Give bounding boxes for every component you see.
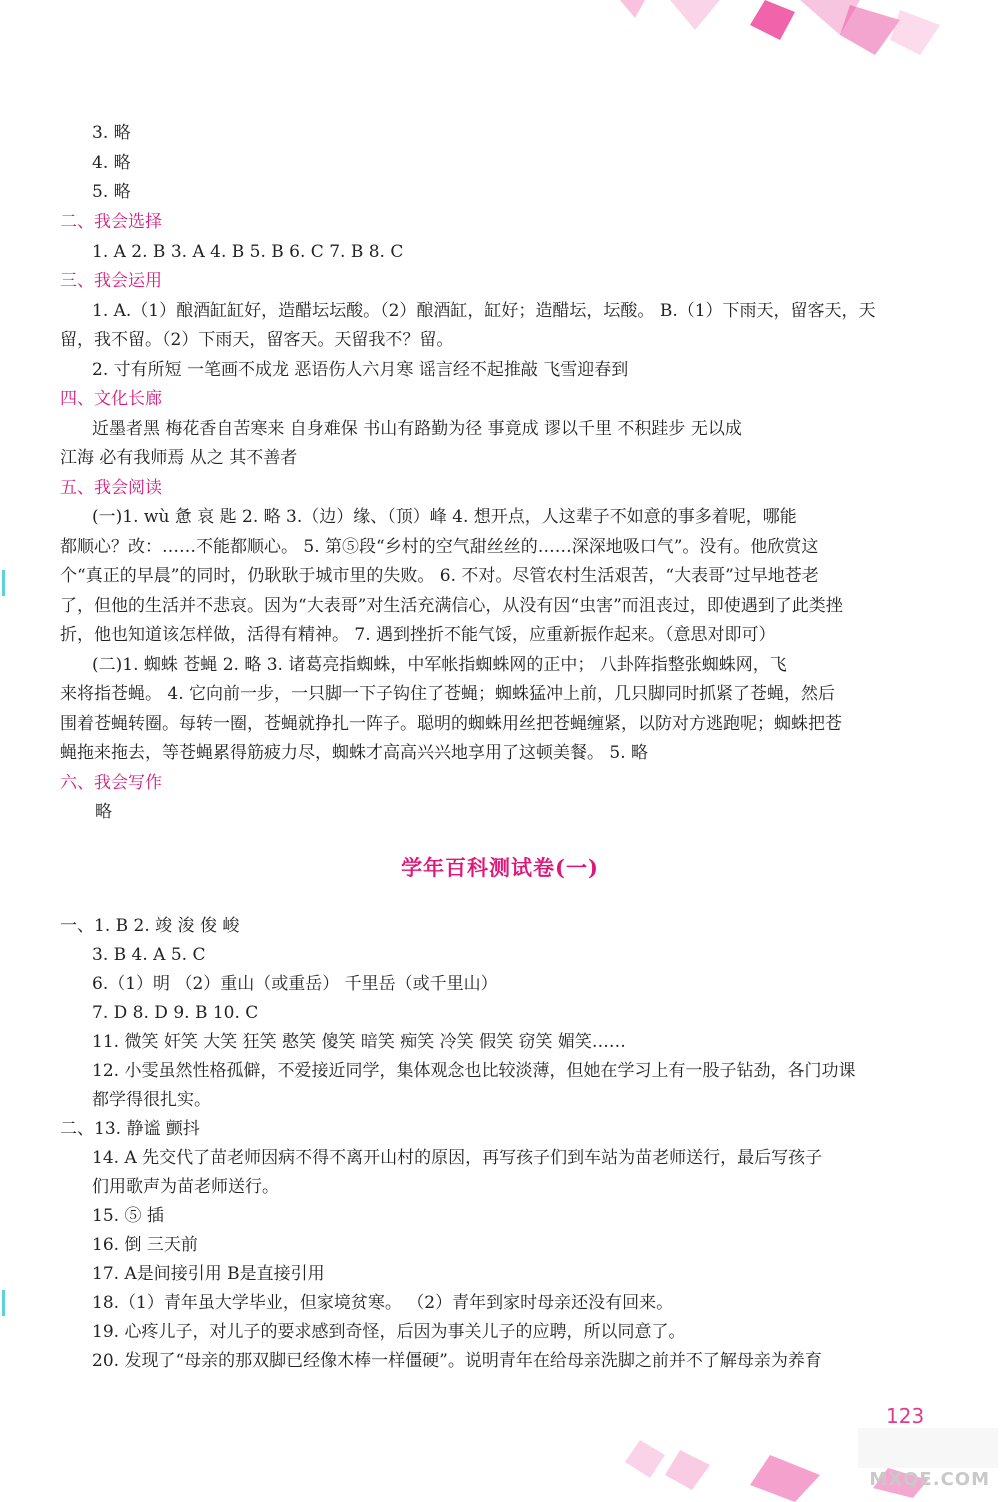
answer-line: 近墨者黑 梅花香自苦寒来 自身难保 书山有路勤为径 事竟成 谬以千里 不积跬步 无以成 — [92, 419, 742, 439]
answer-line: 3. 略 — [92, 123, 131, 143]
answer-line: 15. ⑤ 插 — [92, 1206, 164, 1226]
watermark — [858, 1418, 998, 1498]
answer-line: 折，他也知道该怎样做，活得有精神。 7. 遇到挫折不能气馁，应重新振作起来。（意思对即可） — [60, 625, 776, 645]
answer-line: 2. 寸有所短 一笔画不成龙 恶语伤人六月寒 谣言经不起推敲 飞雪迎春到 — [92, 360, 629, 380]
answer-line: 14. A 先交代了苗老师因病不得不离开山村的原因，再写孩子们到车站为苗老师送行，最后写孩子 — [92, 1148, 823, 1168]
answer-line: 围着苍蝇转圈。每转一圈，苍蝇就挣扎一阵子。聪明的蜘蛛用丝把苍蝇缠紧，以防对方逃跑呢；蜘蛛把苍 — [60, 714, 842, 734]
answer-line: 4. 略 — [92, 153, 131, 173]
answer-line: 5. 略 — [92, 182, 131, 202]
decorative-diamonds-bottom — [620, 1430, 860, 1502]
watermark-text: MXQE.COM — [869, 1469, 990, 1490]
answer-line: (一)1. wù 惫 哀 匙 2. 略 3.（边）缘、（顶）峰 4. 想开点，人这辈子不如意的事多着呢，哪能 — [92, 507, 797, 527]
section-title: 学年百科测试卷(一) — [401, 855, 599, 880]
answer-line: 3. B 4. A 5. C — [92, 945, 206, 965]
answer-line: 江海 必有我师焉 从之 其不善者 — [60, 448, 298, 468]
answer-line: 19. 心疼儿子，对儿子的要求感到奇怪，后因为事关儿子的应聘，所以同意了。 — [92, 1322, 686, 1342]
answer-line: 来将指苍蝇。 4. 它向前一步，一只脚一下子钩住了苍蝇；蜘蛛猛冲上前，几只脚同时抓紧了苍蝇，然后 — [60, 684, 836, 704]
answer-line: 了，但他的生活并不悲哀。因为“大表哥”对生活充满信心，从没有因“虫害”而沮丧过，即使遇到了此类挫 — [60, 596, 843, 616]
section-heading: 四、文化长廊 — [60, 389, 162, 409]
section-heading: 三、我会运用 — [60, 271, 162, 291]
answer-line: 16. 倒 三天前 — [92, 1235, 198, 1255]
page-number: 123 — [886, 1404, 925, 1428]
answer-line: 7. D 8. D 9. B 10. C — [92, 1003, 259, 1023]
section-heading: 二、我会选择 — [60, 212, 162, 232]
answer-line: 都学得很扎实。 — [92, 1090, 211, 1110]
answer-line: 1. A.（1）酿酒缸缸好，造醋坛坛酸。（2）酿酒缸，缸好；造醋坛，坛酸。 B.（1）下雨天，留客天，天 — [92, 301, 876, 321]
answer-line: 个“真正的早晨”的同时，仍耿耿于城市里的失败。 6. 不对。尽管农村生活艰苦，“大表哥”过早地苍老 — [60, 566, 819, 586]
section-heading: 六、我会写作 — [60, 773, 162, 793]
answer-line: 们用歌声为苗老师送行。 — [92, 1177, 279, 1197]
answer-line: 18.（1）青年虽大学毕业，但家境贫寒。 （2）青年到家时母亲还没有回来。 — [92, 1293, 674, 1313]
decorative-diamonds-top — [600, 0, 1000, 60]
section-heading: 五、我会阅读 — [60, 478, 162, 498]
answer-line: 略 — [95, 802, 112, 822]
answer-line: (二)1. 蜘蛛 苍蝇 2. 略 3. 诸葛亮指蜘蛛，中军帐指蜘蛛网的正中； 八卦阵指整张蜘蛛网，飞 — [92, 655, 787, 675]
answer-line: 二、13. 静谧 颤抖 — [60, 1119, 200, 1139]
answer-line: 17. A是间接引用 B是直接引用 — [92, 1264, 325, 1284]
answer-line: 11. 微笑 奸笑 大笑 狂笑 憨笑 傻笑 暗笑 痴笑 冷笑 假笑 窃笑 媚笑…… — [92, 1032, 626, 1052]
answer-line: 留，我不留。（2）下雨天，留客天。天留我不？留。 — [60, 330, 454, 350]
answer-line: 6.（1）明 （2）重山（或重岳） 千里岳（或千里山） — [92, 974, 498, 994]
answer-line: 1. A 2. B 3. A 4. B 5. B 6. C 7. B 8. C — [92, 242, 404, 262]
answer-line: 蝇拖来拖去，等苍蝇累得筋疲力尽，蜘蛛才高高兴兴地享用了这顿美餐。 5. 略 — [60, 743, 649, 763]
answer-line: 一、1. B 2. 竣 浚 俊 峻 — [60, 916, 240, 936]
answer-line: 都顺心？改：……不能都顺心。 5. 第⑤段“乡村的空气甜丝丝的……深深地吸口气”。没有。他欣赏这 — [60, 537, 819, 557]
answer-line: 20. 发现了“母亲的那双脚已经像木棒一样僵硬”。说明青年在给母亲洗脚之前并不了解母亲为养育 — [92, 1351, 822, 1371]
answer-line: 12. 小雯虽然性格孤僻，不爱接近同学，集体观念也比较淡薄，但她在学习上有一股子钻劲，各门功课 — [92, 1061, 856, 1081]
